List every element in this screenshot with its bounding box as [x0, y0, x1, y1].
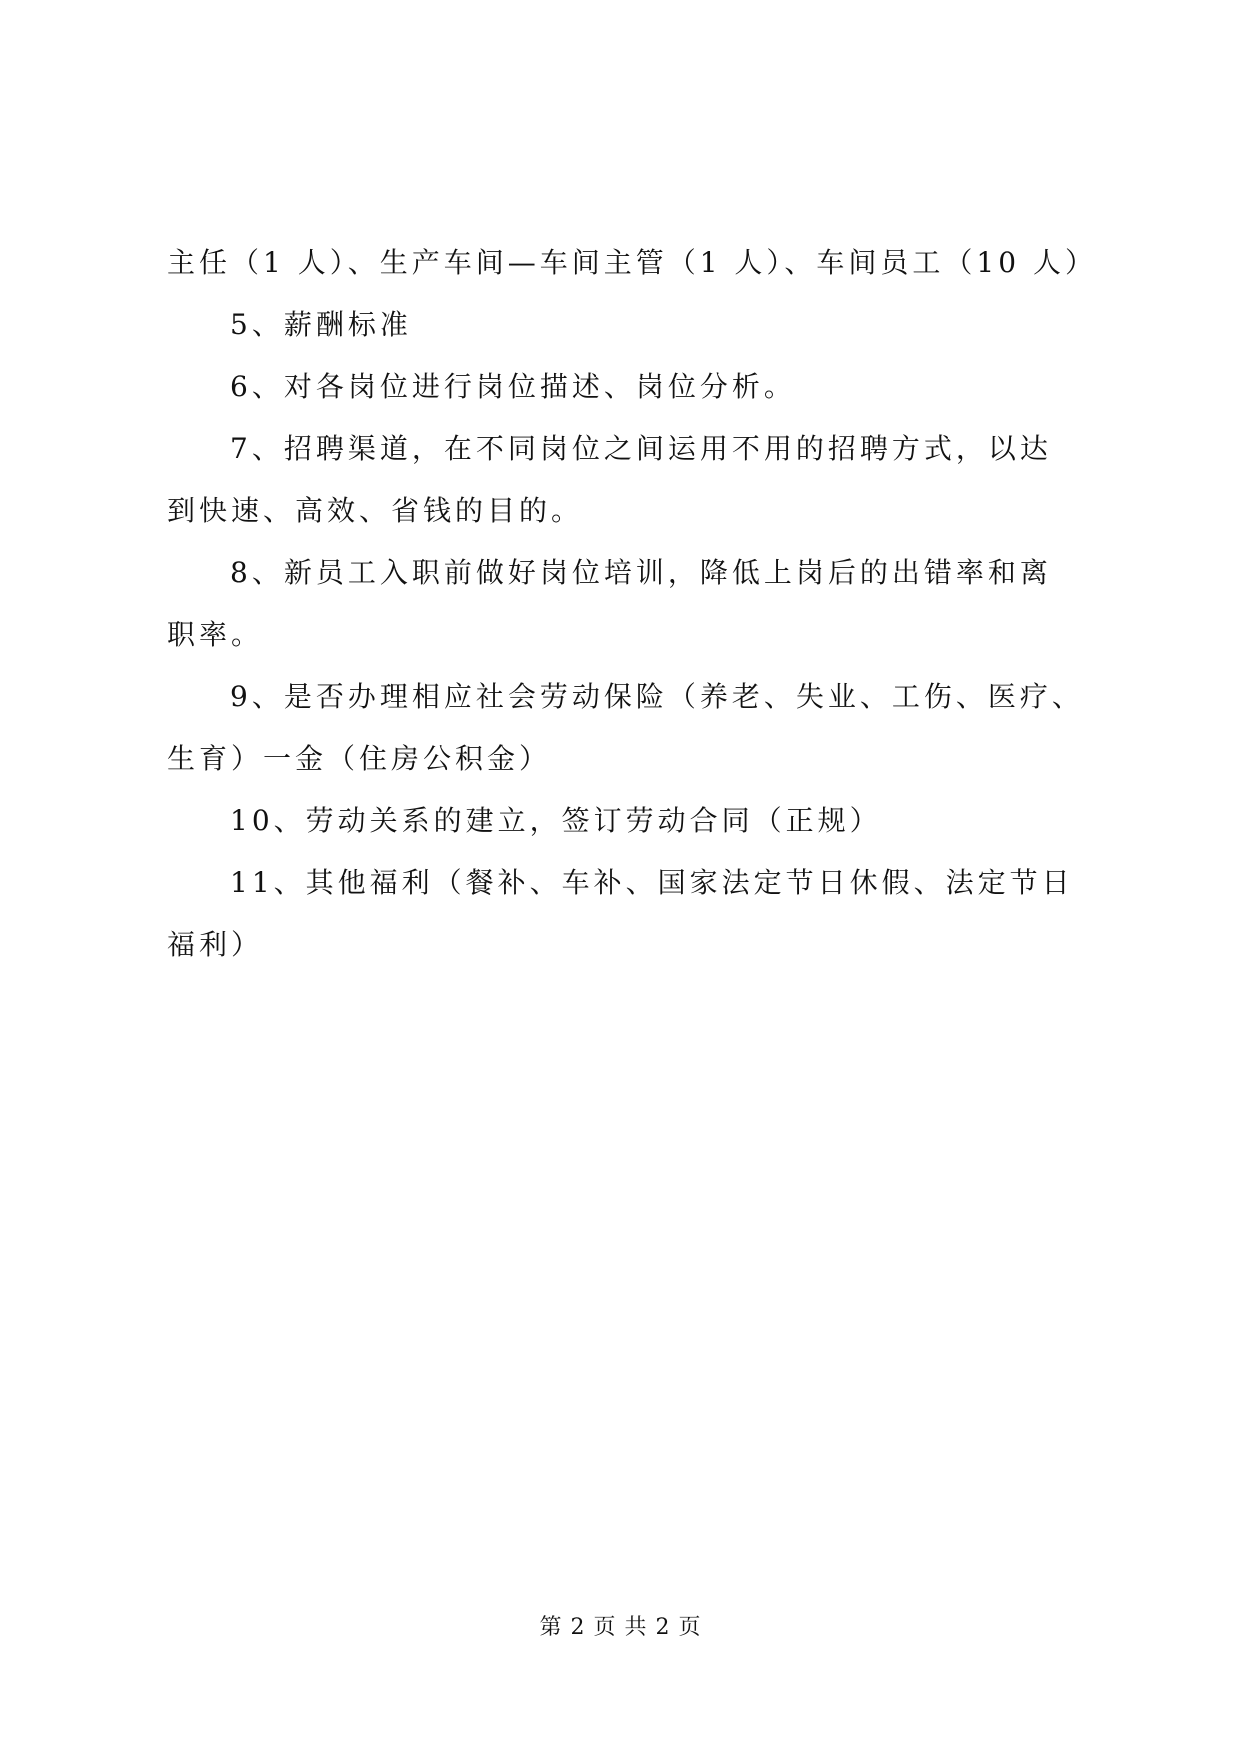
list-item-11: 11、其他福利（餐补、车补、国家法定节日休假、法定节日 [230, 866, 1074, 899]
list-item-8: 8、新员工入职前做好岗位培训，降低上岗后的出错率和离 [230, 556, 1052, 589]
text-line: 福利） [167, 928, 264, 961]
list-item-6: 6、对各岗位进行岗位描述、岗位分析。 [230, 370, 796, 403]
list-item-7: 7、招聘渠道，在不同岗位之间运用不用的招聘方式，以达 [230, 432, 1052, 465]
text-line: 生育）一金（住房公积金） [167, 742, 552, 775]
list-item-9: 9、是否办理相应社会劳动保险（养老、失业、工伤、医疗、 [230, 680, 1084, 713]
text-line: 到快速、高效、省钱的目的。 [167, 494, 584, 527]
document-body [167, 232, 1097, 976]
list-item-10: 10、劳动关系的建立，签订劳动合同（正规） [230, 804, 882, 837]
page-footer: 第 2 页 共 2 页 [539, 1615, 702, 1640]
text-line: 主任（1 人）、生产车间—车间主管（1 人）、车间员工（10 人） [167, 246, 1097, 279]
list-item-5: 5、薪酬标准 [230, 308, 412, 341]
text-line: 职率。 [167, 618, 264, 651]
